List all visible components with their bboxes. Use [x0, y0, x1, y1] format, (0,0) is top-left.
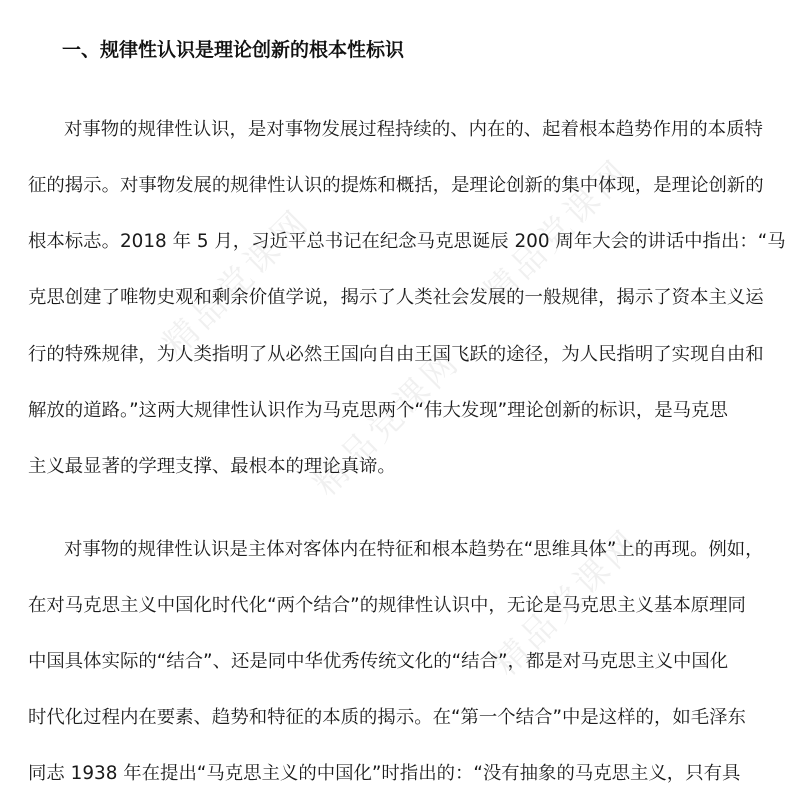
section-heading: 一、规律性认识是理论创新的根本性标识	[62, 39, 405, 61]
paragraph-line: 在对马克思主义中国化时代化“两个结合”的规律性认识中，无论是马克思主义基本原理同	[28, 595, 746, 616]
paragraph-line: 同志 1938 年在提出“马克思主义的中国化”时指出的：“没有抽象的马克思主义，只有具	[28, 763, 741, 784]
paragraph-line: 解放的道路。”这两大规律性认识作为马克思两个“伟大发现”理论创新的标识，是马克思	[28, 400, 728, 421]
watermark: 精品党课网	[305, 341, 469, 504]
paragraph-line: 中国具体实际的“结合”、还是同中华优秀传统文化的“结合”，都是对马克思主义中国化	[28, 651, 729, 672]
paragraph-line: 对事物的规律性认识是主体对客体内在特征和根本趋势在“思维具体”上的再现。例如，	[64, 539, 764, 560]
paragraph-line: 行的特殊规律，为人类指明了从必然王国向自由王国飞跃的途径，为人民指明了实现自由和	[28, 344, 764, 365]
paragraph-line: 克思创建了唯物史观和剩余价值学说，揭示了人类社会发展的一般规律，揭示了资本主义运	[28, 287, 764, 308]
paragraph-line: 根本标志。2018 年 5 月，习近平总书记在纪念马克思诞辰 200 周年大会的讲话中指出：“马	[28, 231, 786, 252]
paragraph-line: 主义最显著的学理支撑、最根本的理论真谛。	[28, 456, 396, 477]
watermark: 精品党课网	[485, 521, 649, 684]
paragraph-line: 征的揭示。对事物发展的规律性认识的提炼和概括，是理论创新的集中体现，是理论创新的	[28, 175, 764, 196]
paragraph-line: 时代化过程内在要素、趋势和特征的本质的揭示。在“第一个结合”中是这样的，如毛泽东	[28, 707, 746, 728]
watermark: 精品党课网	[475, 151, 639, 314]
watermark: 精品党课网	[155, 201, 319, 364]
paragraph-line: 对事物的规律性认识，是对事物发展过程持续的、内在的、起着根本趋势作用的本质特	[64, 119, 763, 140]
